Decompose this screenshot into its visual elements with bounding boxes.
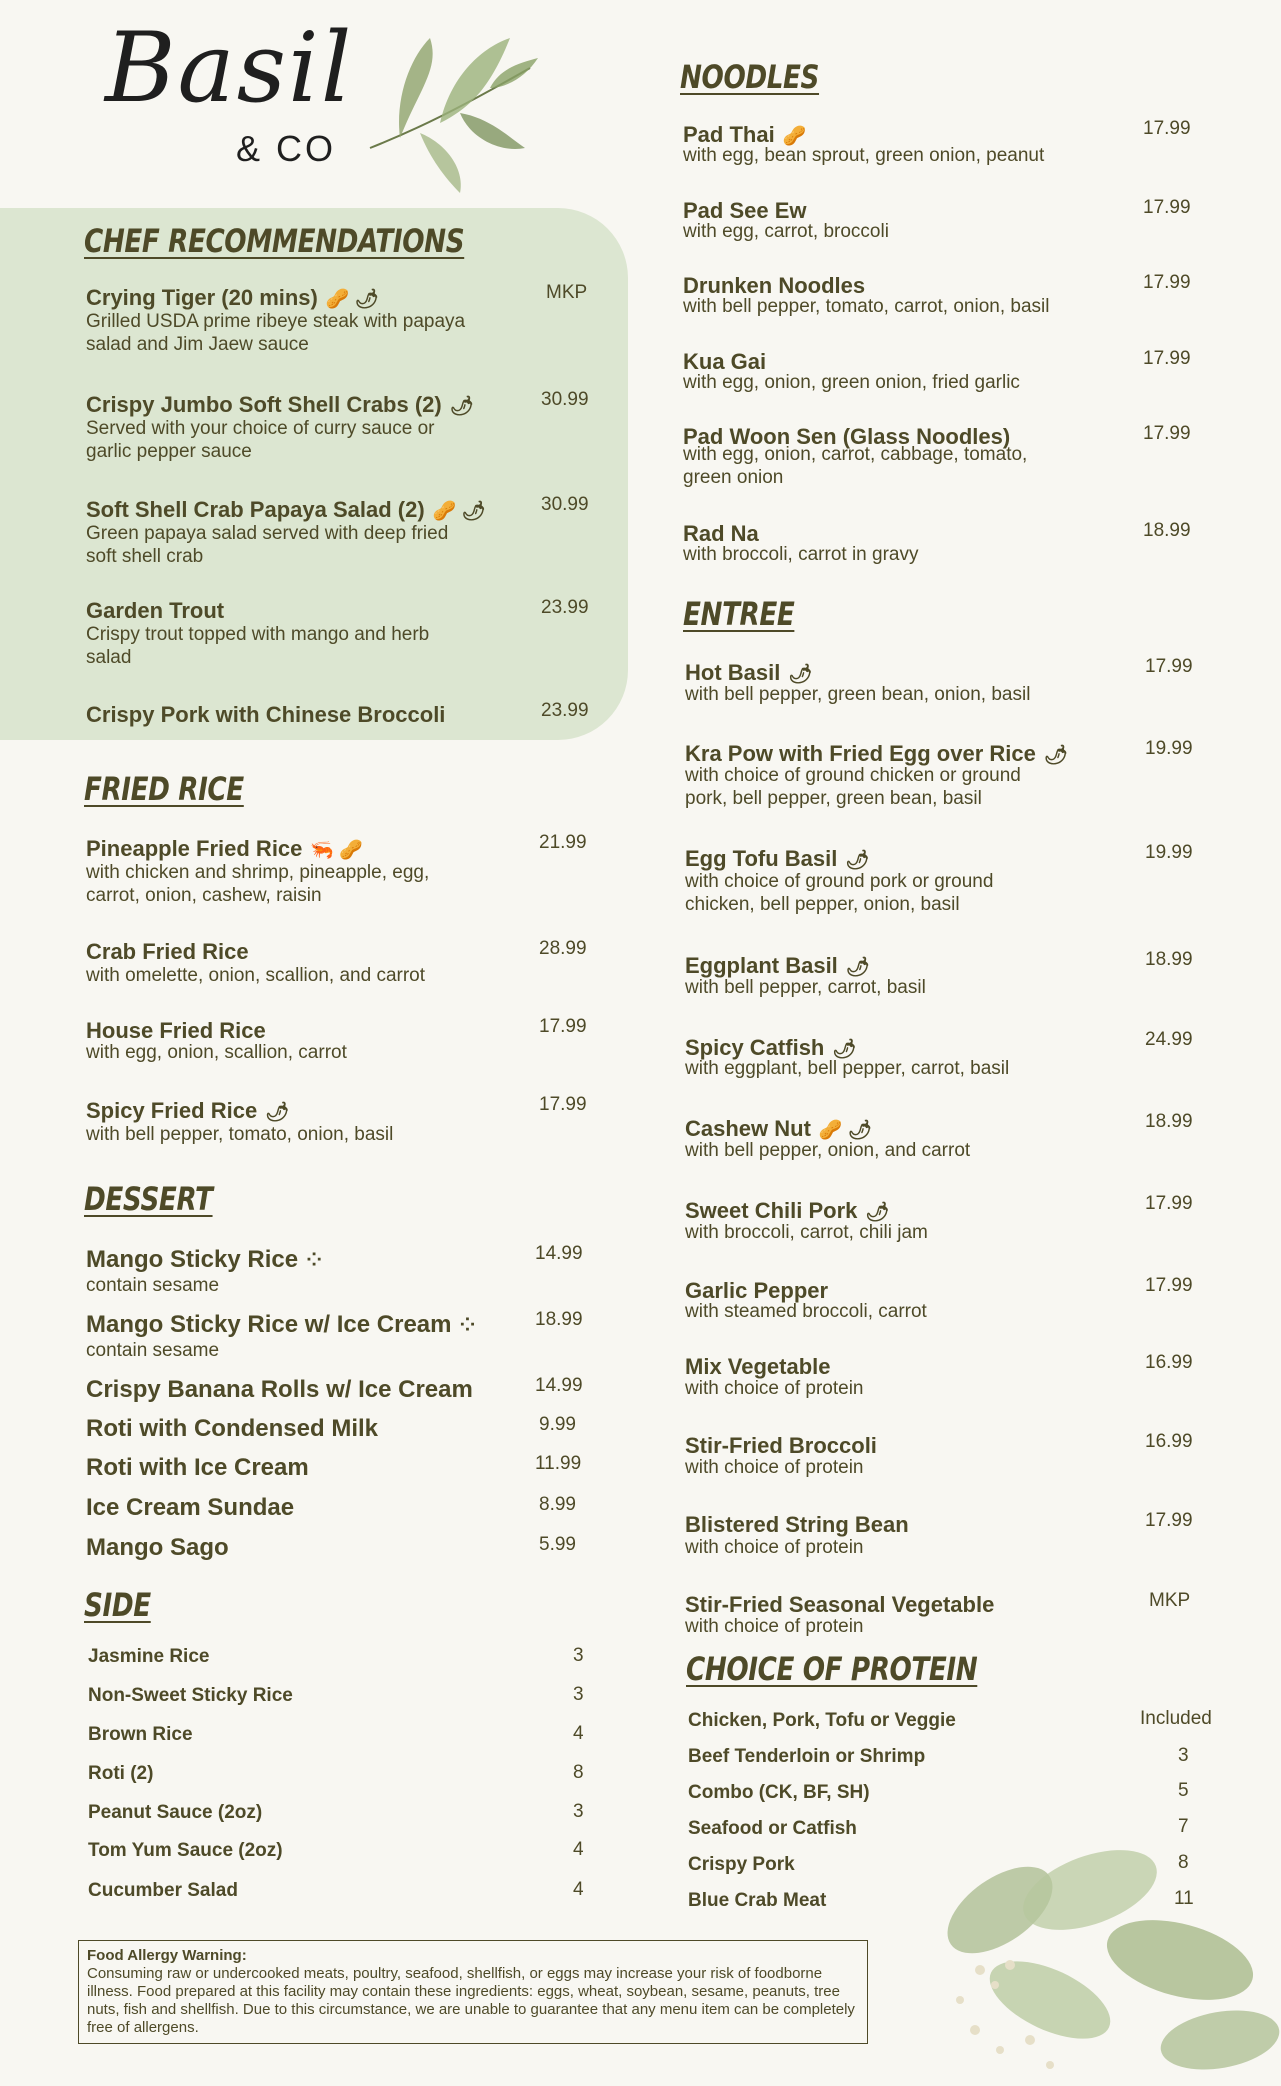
item-desc: with steamed broccoli, carrot bbox=[685, 1301, 927, 1322]
item-price: 17.99 bbox=[1143, 272, 1191, 293]
item-name: Blistered String Bean bbox=[685, 1512, 909, 1537]
item-name: Roti with Condensed Milk bbox=[86, 1415, 378, 1442]
protein-item-price: 7 bbox=[1178, 1816, 1189, 1837]
item-price: MKP bbox=[1149, 1590, 1191, 1611]
item-desc: Served with your choice of curry sauce or garlic pepper sauce bbox=[86, 418, 435, 462]
item-price: 30.99 bbox=[541, 494, 589, 515]
item-name: Crispy Jumbo Soft Shell Crabs (2) bbox=[86, 392, 442, 417]
item-name: Mango Sticky Rice w/ Ice Cream bbox=[86, 1311, 452, 1338]
chili-icon: 🌶 bbox=[265, 1102, 290, 1124]
side-item-name: Tom Yum Sauce (2oz) bbox=[88, 1840, 283, 1861]
item-price: 23.99 bbox=[541, 597, 589, 618]
item-price: 18.99 bbox=[1143, 520, 1191, 541]
item-desc: Grilled USDA prime ribeye steak with papaya salad and Jim Jaew sauce bbox=[86, 311, 466, 355]
side-item-price: 4 bbox=[573, 1879, 584, 1900]
item-name: Pad Thai bbox=[683, 122, 775, 147]
chili-icon: 🌶 bbox=[449, 396, 474, 418]
item-desc: Crispy trout topped with mango and herb salad bbox=[86, 624, 430, 668]
item-price: 17.99 bbox=[1143, 423, 1191, 444]
chili-icon: 🌶 bbox=[1043, 745, 1068, 767]
side-item-name: Cucumber Salad bbox=[88, 1880, 238, 1901]
item-price: 17.99 bbox=[1143, 197, 1191, 218]
item-desc: Green papaya salad served with deep fried soft shell crab bbox=[86, 523, 449, 567]
chili-icon: 🌶 bbox=[865, 1202, 890, 1224]
peanut-icon: 🥜 bbox=[782, 126, 807, 148]
item-price: 19.99 bbox=[1145, 842, 1193, 863]
item-price: 17.99 bbox=[1145, 1275, 1193, 1296]
item-name: Mango Sago bbox=[86, 1534, 229, 1561]
item-desc: with bell pepper, green bean, onion, basil bbox=[685, 684, 1031, 705]
item-name: Ice Cream Sundae bbox=[86, 1494, 295, 1521]
item-name: Rad Na bbox=[683, 521, 759, 546]
item-desc: with chicken and shrimp, pineapple, egg, carrot, onion, cashew, raisin bbox=[86, 862, 430, 906]
item-price: 11.99 bbox=[535, 1453, 582, 1474]
item-name: Roti with Ice Cream bbox=[86, 1454, 309, 1481]
logo-script: Basil bbox=[105, 12, 354, 124]
item-name: House Fried Rice bbox=[86, 1018, 266, 1043]
item-price: 8.99 bbox=[539, 1494, 576, 1515]
item-name: Eggplant Basil bbox=[685, 953, 838, 978]
item-desc: with choice of protein bbox=[685, 1378, 864, 1399]
section-title-side: SIDE bbox=[84, 1586, 151, 1624]
item-desc: contain sesame bbox=[86, 1275, 220, 1296]
section-title-entree: ENTREE bbox=[683, 595, 795, 633]
item-price: 24.99 bbox=[1145, 1029, 1193, 1050]
peanut-chili-icon: 🥜 🌶 bbox=[818, 1120, 872, 1142]
item-price: MKP bbox=[546, 282, 588, 303]
item-desc: with bell pepper, tomato, onion, basil bbox=[86, 1124, 394, 1145]
protein-item-price: Included bbox=[1140, 1708, 1212, 1729]
item-price: 17.99 bbox=[1145, 1193, 1193, 1214]
item-price: 16.99 bbox=[1145, 1431, 1193, 1452]
chili-icon: 🌶 bbox=[788, 664, 813, 686]
item-desc: with choice of ground chicken or ground pork, bell pepper, green bean, basil bbox=[685, 765, 1021, 809]
item-price: 17.99 bbox=[1143, 118, 1191, 139]
leaf-branch-icon bbox=[360, 28, 540, 198]
chili-icon: 🌶 bbox=[845, 850, 870, 872]
item-name: Cashew Nut bbox=[685, 1116, 811, 1141]
item-name: Stir-Fried Broccoli bbox=[685, 1433, 877, 1458]
item-price: 17.99 bbox=[1143, 348, 1191, 369]
peanut-chili-icon: 🥜 🌶 bbox=[432, 501, 486, 523]
protein-item-name: Beef Tenderloin or Shrimp bbox=[688, 1746, 926, 1767]
item-desc: with egg, bean sprout, green onion, peanut bbox=[683, 145, 1045, 166]
item-desc: with bell pepper, carrot, basil bbox=[685, 977, 926, 998]
item-desc: with egg, onion, scallion, carrot bbox=[86, 1042, 347, 1063]
side-item-name: Non-Sweet Sticky Rice bbox=[88, 1685, 293, 1706]
peanut-chili-icon: 🥜 🌶 bbox=[325, 289, 379, 311]
item-desc: with choice of protein bbox=[685, 1616, 864, 1637]
item-price: 18.99 bbox=[1145, 949, 1193, 970]
item-name: Drunken Noodles bbox=[683, 273, 866, 298]
shrimp-peanut-icon: 🦐 🥜 bbox=[310, 840, 363, 862]
item-price: 5.99 bbox=[539, 1534, 576, 1555]
item-name: Spicy Catfish bbox=[685, 1035, 825, 1060]
item-name: Garden Trout bbox=[86, 598, 225, 623]
side-item-name: Jasmine Rice bbox=[88, 1646, 210, 1667]
protein-item-name: Chicken, Pork, Tofu or Veggie bbox=[688, 1710, 956, 1731]
item-name: Stir-Fried Seasonal Vegetable bbox=[685, 1592, 995, 1617]
item-name: Pineapple Fried Rice bbox=[86, 836, 303, 861]
sesame-icon: ⁘ bbox=[306, 1250, 322, 1272]
item-price: 17.99 bbox=[539, 1016, 587, 1037]
item-price: 14.99 bbox=[535, 1243, 583, 1264]
item-price: 23.99 bbox=[541, 700, 589, 721]
item-price: 17.99 bbox=[1145, 1510, 1193, 1531]
protein-item-name: Seafood or Catfish bbox=[688, 1818, 857, 1839]
allergy-warning-box bbox=[78, 1940, 868, 2044]
item-name: Crab Fried Rice bbox=[86, 939, 249, 964]
section-title-chef: CHEF RECOMMENDATIONS bbox=[84, 222, 465, 260]
item-name: Crispy Banana Rolls w/ Ice Cream bbox=[86, 1376, 473, 1403]
item-price: 17.99 bbox=[1145, 656, 1193, 677]
logo-sub: & CO bbox=[236, 128, 337, 169]
item-name: Crying Tiger (20 mins) bbox=[86, 285, 318, 310]
protein-item-price: 3 bbox=[1178, 1745, 1189, 1766]
item-name: Mango Sticky Rice bbox=[86, 1246, 299, 1273]
allergy-warning-text: Consuming raw or undercooked meats, poultry, seafood, shellfish, or eggs may increase your risk of foodborne illness. Food prepared at this facility may contain these ingredients: eggs, wheat, soybean, sesame, peanuts, tree nuts, fish and shellfish. Due to this circumstance, we are unable to guarantee that any menu item can be completely free of allergens. bbox=[87, 1965, 855, 2036]
item-price: 19.99 bbox=[1145, 738, 1193, 759]
item-name: Kua Gai bbox=[683, 349, 767, 374]
item-price: 16.99 bbox=[1145, 1352, 1193, 1373]
item-price: 18.99 bbox=[1145, 1111, 1193, 1132]
side-item-price: 4 bbox=[573, 1839, 584, 1860]
allergy-warning-title: Food Allergy Warning: bbox=[87, 1947, 247, 1964]
item-desc: with bell pepper, tomato, carrot, onion, basil bbox=[683, 296, 1050, 317]
side-item-price: 4 bbox=[573, 1723, 584, 1744]
item-price: 17.99 bbox=[539, 1094, 587, 1115]
protein-item-price: 11 bbox=[1174, 1888, 1194, 1909]
section-title-dessert: DESSERT bbox=[84, 1180, 213, 1218]
item-name: Crispy Pork with Chinese Broccoli bbox=[86, 702, 446, 727]
item-desc: with egg, onion, carrot, cabbage, tomato, green onion bbox=[683, 444, 1028, 488]
item-name: Spicy Fried Rice bbox=[86, 1098, 258, 1123]
item-desc: with choice of protein bbox=[685, 1457, 864, 1478]
section-title-fried-rice: FRIED RICE bbox=[84, 770, 244, 808]
side-item-price: 8 bbox=[573, 1762, 584, 1783]
protein-item-name: Blue Crab Meat bbox=[688, 1890, 827, 1911]
sesame-icon: ⁘ bbox=[459, 1315, 476, 1337]
protein-item-name: Combo (CK, BF, SH) bbox=[688, 1782, 870, 1803]
item-price: 14.99 bbox=[535, 1375, 583, 1396]
side-item-name: Roti (2) bbox=[88, 1763, 154, 1784]
side-item-price: 3 bbox=[573, 1684, 584, 1705]
item-name: Egg Tofu Basil bbox=[685, 846, 838, 871]
item-desc: with egg, onion, green onion, fried garlic bbox=[683, 372, 1020, 393]
item-price: 28.99 bbox=[539, 938, 587, 959]
item-price: 30.99 bbox=[541, 389, 589, 410]
item-price: 9.99 bbox=[539, 1414, 576, 1435]
section-title-noodles: NOODLES bbox=[680, 58, 820, 96]
item-desc: with egg, carrot, broccoli bbox=[683, 221, 889, 242]
side-item-price: 3 bbox=[573, 1645, 584, 1666]
leaves-decoration-icon bbox=[900, 1850, 1281, 2086]
item-desc: with eggplant, bell pepper, carrot, basil bbox=[685, 1058, 1010, 1079]
protein-item-price: 8 bbox=[1178, 1852, 1189, 1873]
item-name: Mix Vegetable bbox=[685, 1354, 831, 1379]
side-item-name: Peanut Sauce (2oz) bbox=[88, 1802, 263, 1823]
item-desc: with broccoli, carrot in gravy bbox=[683, 544, 919, 565]
side-item-name: Brown Rice bbox=[88, 1724, 193, 1745]
item-desc: with broccoli, carrot, chili jam bbox=[685, 1222, 928, 1243]
item-price: 21.99 bbox=[539, 832, 587, 853]
item-name: Hot Basil bbox=[685, 660, 781, 685]
item-price: 18.99 bbox=[535, 1309, 583, 1330]
item-name: Garlic Pepper bbox=[685, 1278, 829, 1303]
side-item-price: 3 bbox=[573, 1801, 584, 1822]
item-desc: with choice of protein bbox=[685, 1537, 864, 1558]
item-name: Kra Pow with Fried Egg over Rice bbox=[685, 741, 1036, 766]
section-title-protein: CHOICE OF PROTEIN bbox=[686, 1650, 978, 1688]
item-desc: with choice of ground pork or ground chicken, bell pepper, onion, basil bbox=[685, 871, 994, 915]
item-name: Sweet Chili Pork bbox=[685, 1198, 858, 1223]
chili-icon: 🌶 bbox=[845, 957, 870, 979]
item-name: Pad Woon Sen (Glass Noodles) bbox=[683, 424, 1011, 449]
protein-item-name: Crispy Pork bbox=[688, 1854, 795, 1875]
protein-item-price: 5 bbox=[1178, 1780, 1189, 1801]
item-name: Soft Shell Crab Papaya Salad (2) bbox=[86, 497, 425, 522]
chili-icon: 🌶 bbox=[832, 1039, 857, 1061]
item-desc: with omelette, onion, scallion, and carrot bbox=[86, 965, 426, 986]
item-name: Pad See Ew bbox=[683, 198, 807, 223]
item-desc: with bell pepper, onion, and carrot bbox=[685, 1140, 971, 1161]
item-desc: contain sesame bbox=[86, 1340, 220, 1361]
